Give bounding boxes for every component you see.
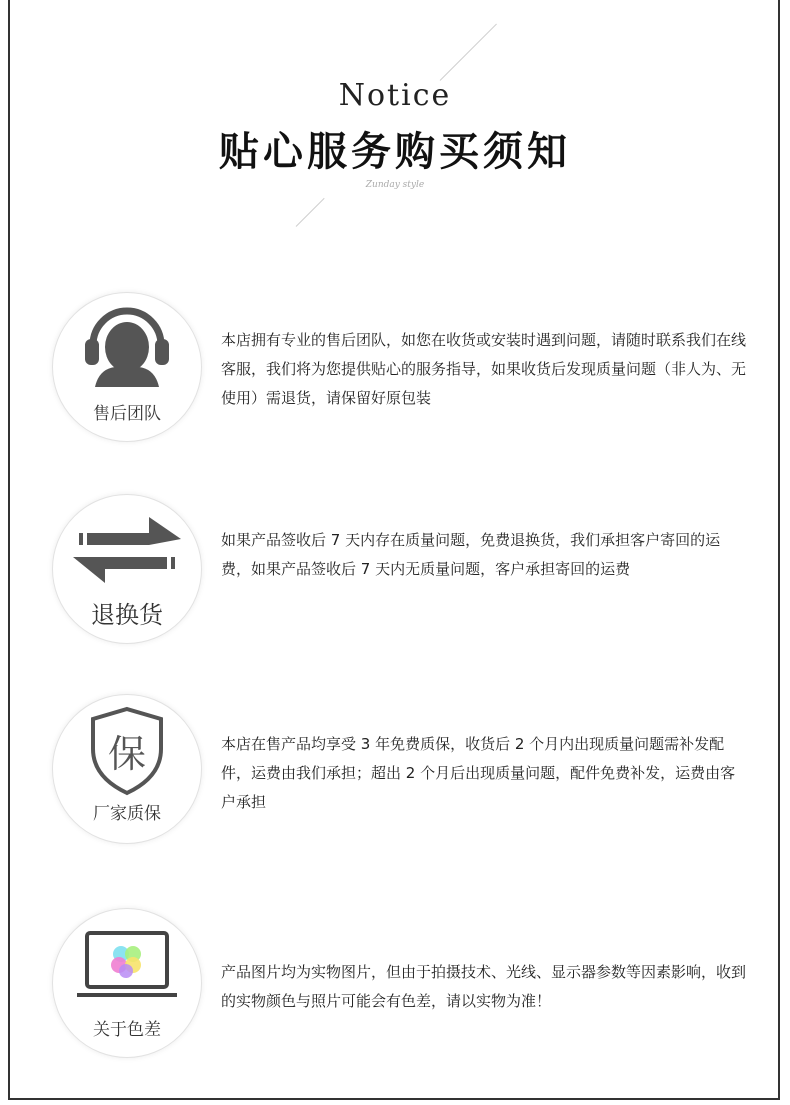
tagline: Zunday style [365,180,425,190]
service-item-after-sales [0,292,790,452]
shield-glyph: 保 [107,732,146,776]
warranty-description: 本店在售产品均享受 3 年免费质保，收货后 2 个月内出现质量问题需补发配件，运费由我们承担；超出 2 个月后出现质量问题，配件免费补发，运费由客户承担 [221,735,736,811]
returns-caption: 退换货 [91,601,163,629]
color-badge [52,908,202,1058]
service-item-returns [0,494,790,654]
service-item-warranty [0,694,790,854]
color-description: 产品图片均为实物图片，但由于拍摄技术、光线、显示器参数等因素影响，收到的实物颜色与照片可能会有色差，请以实物为准！ [221,963,747,1010]
after-sales-badge [52,292,202,442]
after-sales-caption: 售后团队 [93,404,161,424]
page-title: 贴心服务购买须知 [219,129,571,175]
after-sales-description: 本店拥有专业的售后团队，如您在收货或安装时遇到问题，请随时联系我们在线客服，我们将为您提供贴心的服务指导，如果收货后发现质量问题（非人为、无使用）需退货，请保留好原包装 [221,331,747,407]
notice-heading: Notice [338,78,452,113]
returns-description: 如果产品签收后 7 天内存在质量问题，免费退换货，我们承担客户寄回的运费，如果产品签收后 7 天内无质量问题，客户承担寄回的运费 [221,531,721,578]
service-item-color [0,908,790,1068]
returns-badge [52,494,202,644]
warranty-badge [52,694,202,844]
warranty-caption: 厂家质保 [93,804,161,824]
color-caption: 关于色差 [93,1020,161,1040]
